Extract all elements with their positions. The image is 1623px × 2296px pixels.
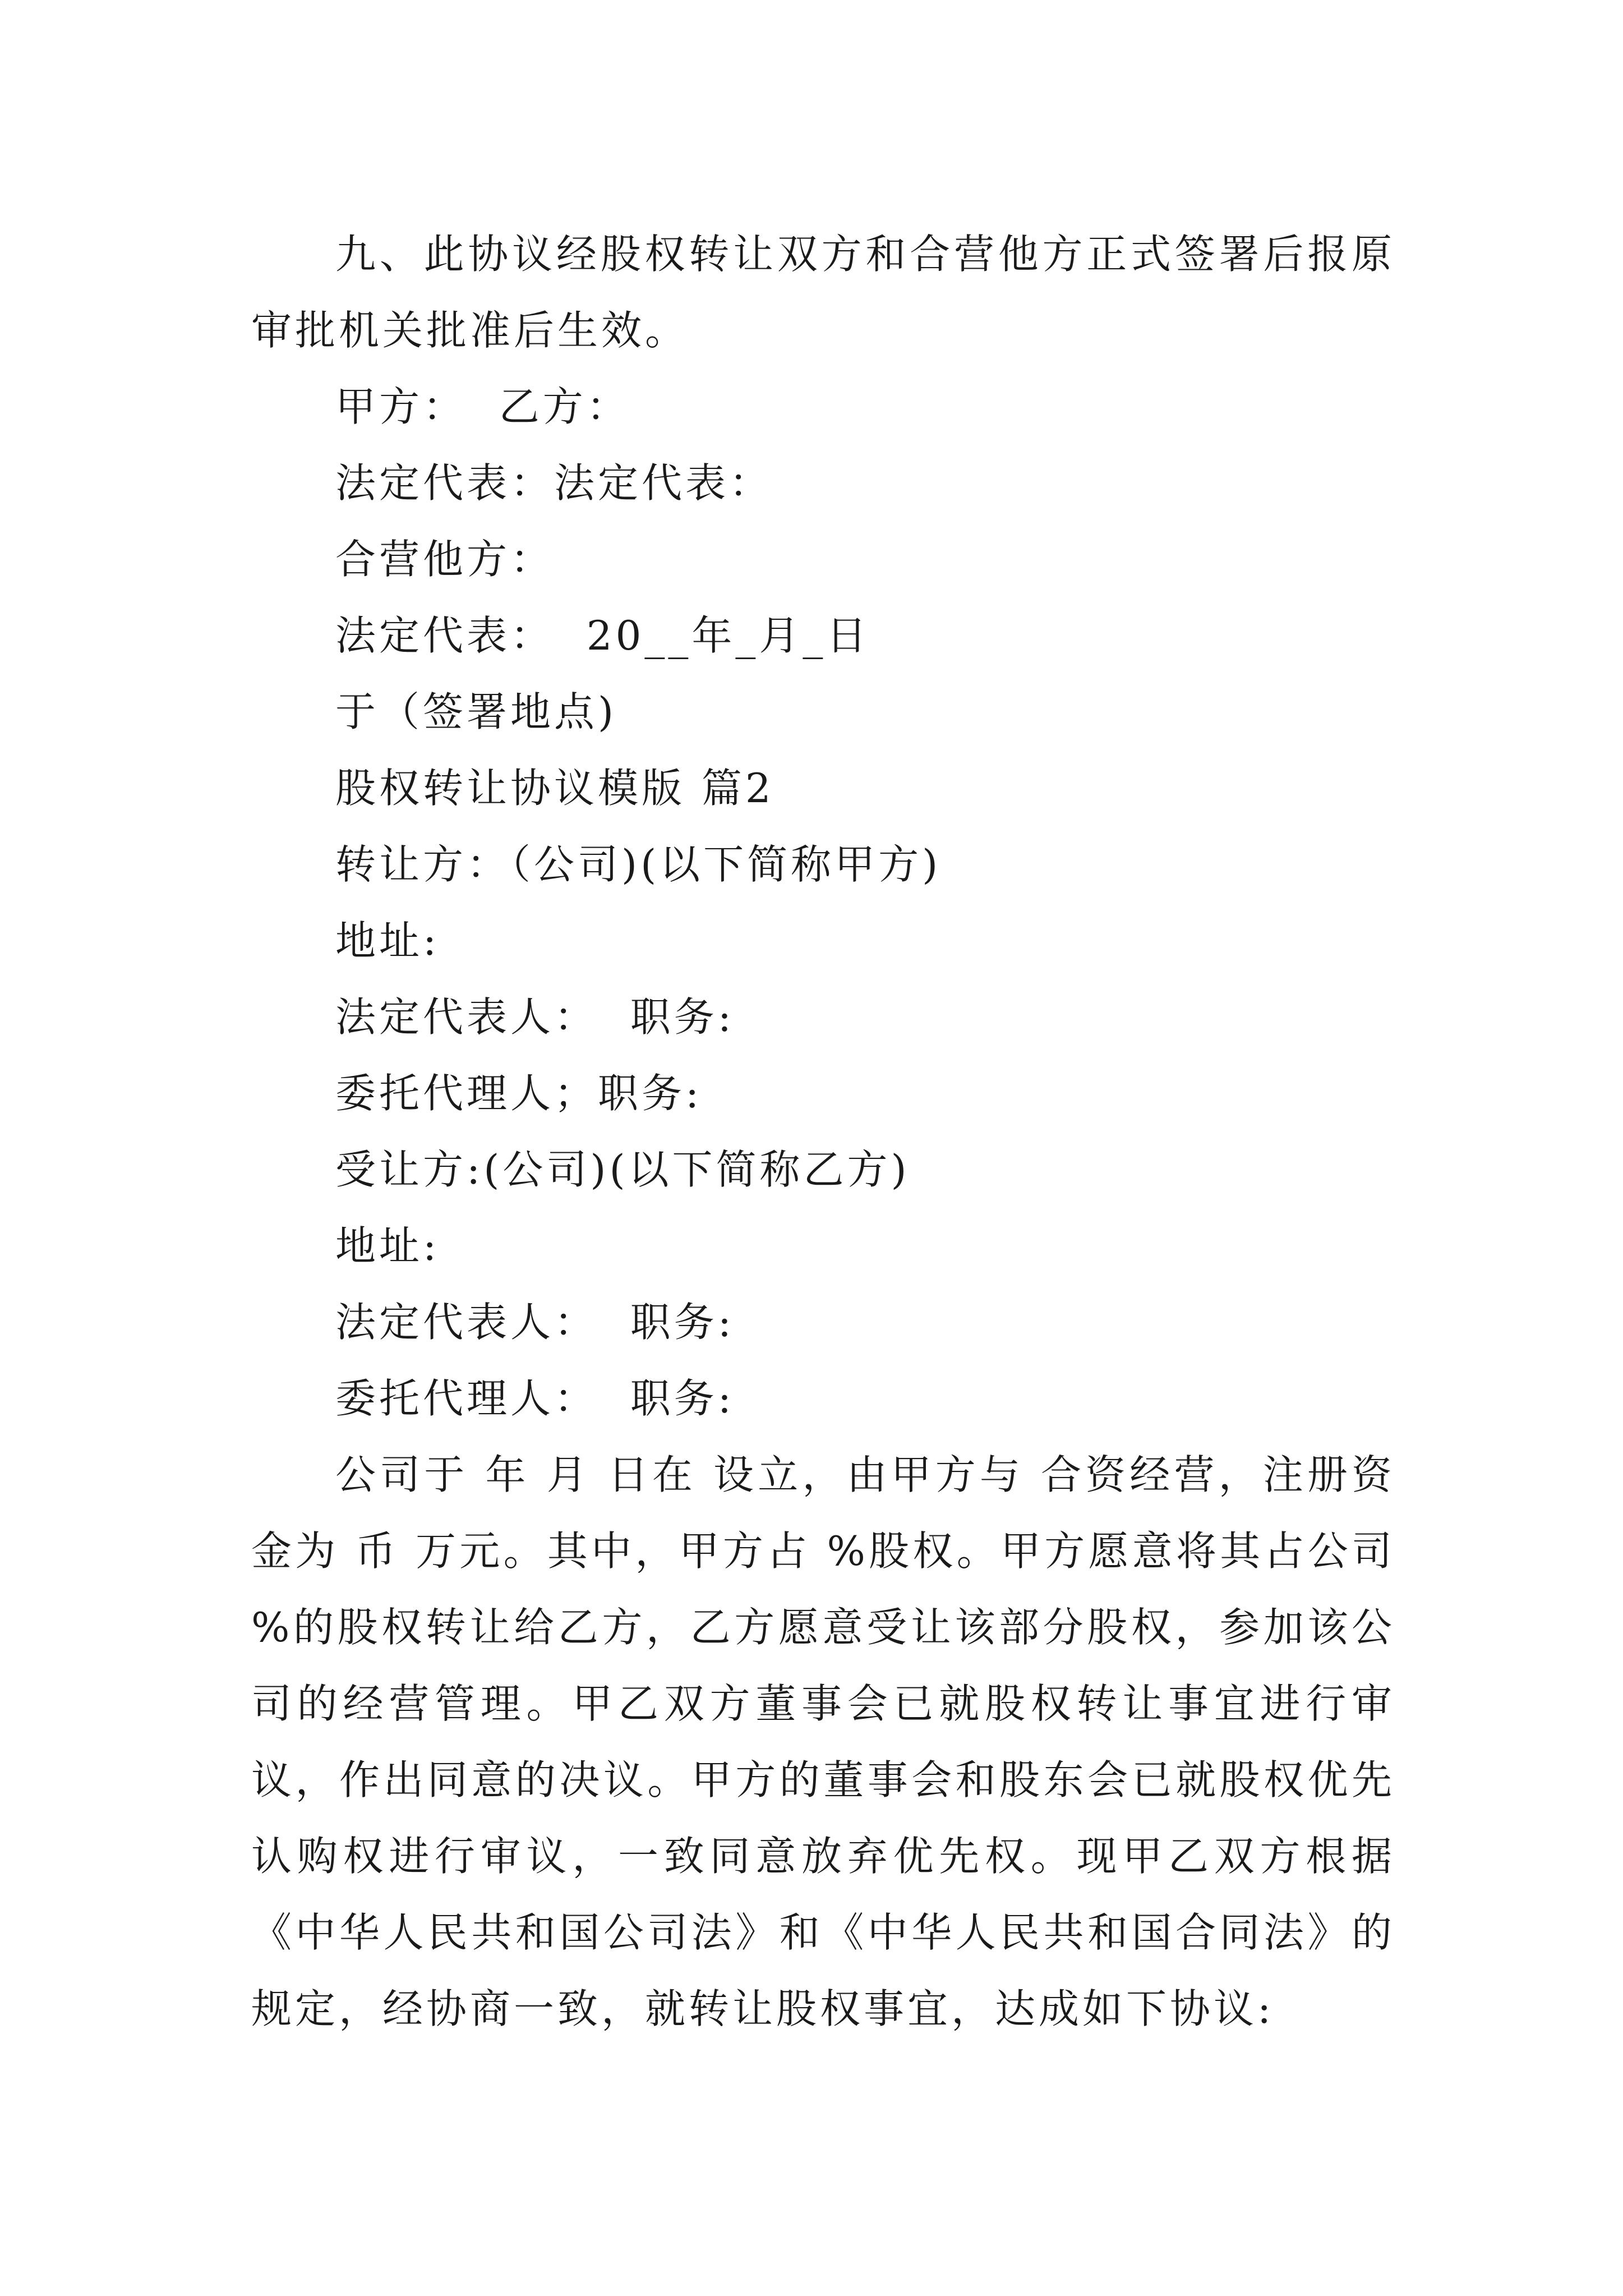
transferee-agent: 委托代理人： 职务: bbox=[335, 1375, 735, 1422]
transferor-line: 转让方：（公司)(以下简称甲方) bbox=[335, 841, 942, 888]
signature-other-joint-venture-party: 合营他方： bbox=[335, 536, 555, 583]
document-body bbox=[251, 216, 1412, 2047]
transferor-agent: 委托代理人；职务: bbox=[335, 1070, 703, 1117]
section-heading: 股权转让协议模版 篇2 bbox=[335, 765, 774, 812]
signature-party-a-b: 甲方： 乙方： bbox=[335, 383, 630, 430]
transferee-legal-representative: 法定代表人： 职务: bbox=[335, 1299, 735, 1346]
transferor-address: 地址: bbox=[335, 917, 440, 964]
signature-legal-representatives: 法定代表：法定代表： bbox=[335, 459, 773, 507]
signature-representative-date: 法定代表： 20__年_月_日 bbox=[335, 612, 870, 659]
transferee-line: 受让方:(公司)(以下简称乙方) bbox=[335, 1146, 910, 1193]
transferor-legal-representative: 法定代表人： 职务: bbox=[335, 993, 735, 1041]
transferee-address: 地址: bbox=[335, 1222, 440, 1269]
agreement-preamble: 公司于 年 月 日在 设立，由甲方与 合资经营，注册资金为 币 万元。其中，甲方占 %股权。甲方愿意将其占公司 %的股权转让给乙方，乙方愿意受让该部分股权，参加该公司的经营管理。甲乙双方董事会已就股权转让事宜进行审议，作出同意的决议。甲方的董事会和股东会已就股权优先认购权进行审议，一致同意放弃优先权。现甲乙双方根据《中华人民共和国公司法》和《中华人民共和国合同法》的规定，经协商一致，就转让股权事宜，达成如下协议: bbox=[251, 1451, 1412, 2032]
clause-nine-effectiveness: 九、此协议经股权转让双方和合营他方正式签署后报原审批机关批准后生效。 bbox=[251, 231, 1395, 354]
signing-location: 于（签署地点) bbox=[335, 688, 617, 735]
